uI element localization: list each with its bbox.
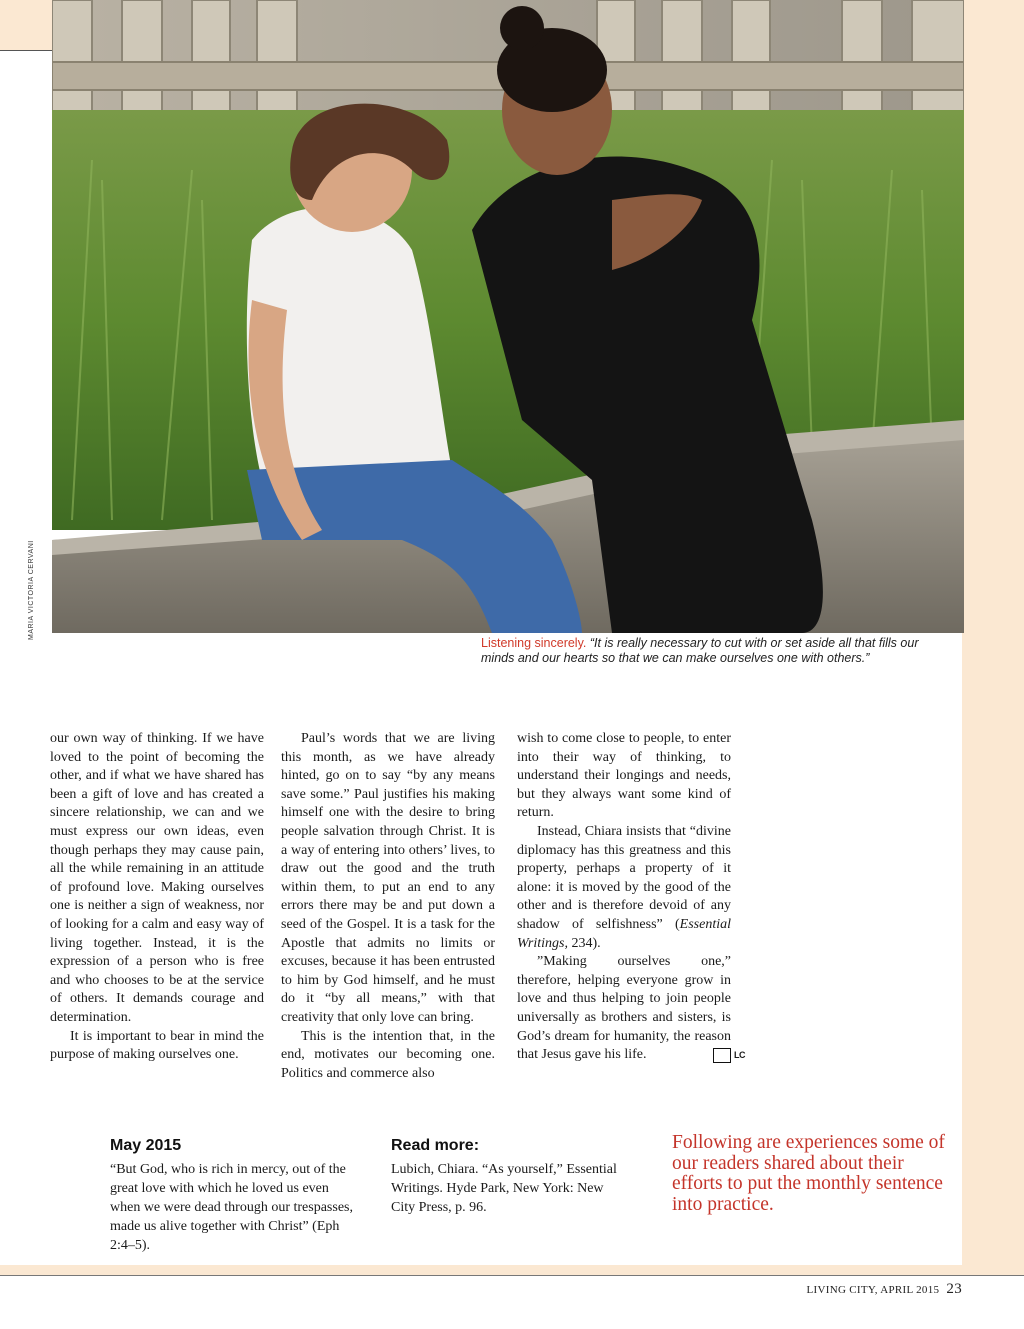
citation-title: Essential Writings,: [517, 916, 731, 951]
photo-two-girls-sitting-on-wall: [52, 0, 964, 633]
page-footer: [807, 1281, 962, 1298]
paragraph: This is the intention that, in the end, motivates our becoming one. Politics and commerce also: [281, 1028, 495, 1081]
page-number: 23: [946, 1281, 962, 1297]
end-mark-logo: LC: [713, 1048, 731, 1063]
publication-name: LIVING CITY, APRIL 2015: [806, 1284, 940, 1296]
bottom-color-strip: [0, 1265, 1024, 1276]
photo-credit: MARIA VICTORIA CERVANI: [28, 540, 35, 640]
body-column-3: [517, 730, 745, 1065]
paragraph: wish to come close to people, to enter into their way of thinking, to understand their longings and needs, but they always want some kind of return.: [517, 731, 731, 821]
caption-text: “It is really necessary to cut with or set aside all that fills our minds and our hearts so that we can make ourselves one with others.”: [481, 636, 919, 665]
paragraph: [517, 823, 731, 953]
photo-caption: [481, 636, 951, 666]
paragraph: Paul’s words that we are living this month, as we have already hinted, go on to say “by any means save some.” Paul justifies his making himself one with the desire to bring people salvation through Christ. It is a way of entering into others’ lives, to draw out the good and the truth within them, to put an end to any errors there may be and put down a seed of the Gospel. It is a task for the Apostle that admits no limits or excuses, because it has been entrusted to him by God himself, and he must do it “by all means,” with that creativity that only love can bring.: [281, 731, 495, 1025]
feature-photo: [52, 0, 964, 633]
caption-lead: Listening sincerely.: [481, 636, 587, 650]
body-column-2: [281, 730, 495, 1083]
experiences-intro: Following are experiences some of our readers shared about their efforts to put the monthly sentence into practice.: [672, 1132, 945, 1215]
paragraph-text: Instead, Chiara insists that “divine diplomacy has this greatness and this property, perhaps a property of it alone: it is moved by the good of the other and is therefore devoid of any shadow of selfishness” (: [517, 823, 731, 932]
body-column-1: [50, 730, 264, 1065]
paragraph: our own way of thinking. If we have loved to the point of becoming the other, and if what we have shared has been a gift of love and has created a sincere relationship, we can and we must express our own ideas, even though perhaps they may cause pain, all the while remaining in an attitude of profound love. Making ourselves one is neither a sign of weakness, nor of looking for a calm and easy way of living together. Instead, it is the expression of a person who is free and who chooses to be at the service of others. It demands courage and determination.: [50, 731, 264, 1025]
may-title: May 2015: [110, 1137, 182, 1154]
right-color-strip: [962, 0, 1024, 1265]
paragraph-text: 234).: [567, 935, 601, 951]
read-more-text: Lubich, Chiara. “As yourself,” Essential Writings. Hyde Park, New York: New City Press, p. 96.: [391, 1162, 617, 1215]
paragraph-text: ”Making ourselves one,” therefore, helping everyone grow in love and thus helping to join people universally as brothers and sisters, is God’s dream for humanity, the reason that Jesus gave his life.: [517, 954, 731, 1063]
may-text: “But God, who is rich in mercy, out of the great love with which he loved us even when we were dead through our trespasses, made us alive together with Christ” (Eph 2:4–5).: [110, 1162, 353, 1253]
paragraph: [517, 953, 745, 1065]
left-color-strip: [0, 0, 52, 51]
paragraph: It is important to bear in mind the purpose of making ourselves one.: [50, 1028, 264, 1063]
read-more-title: Read more:: [391, 1137, 480, 1154]
